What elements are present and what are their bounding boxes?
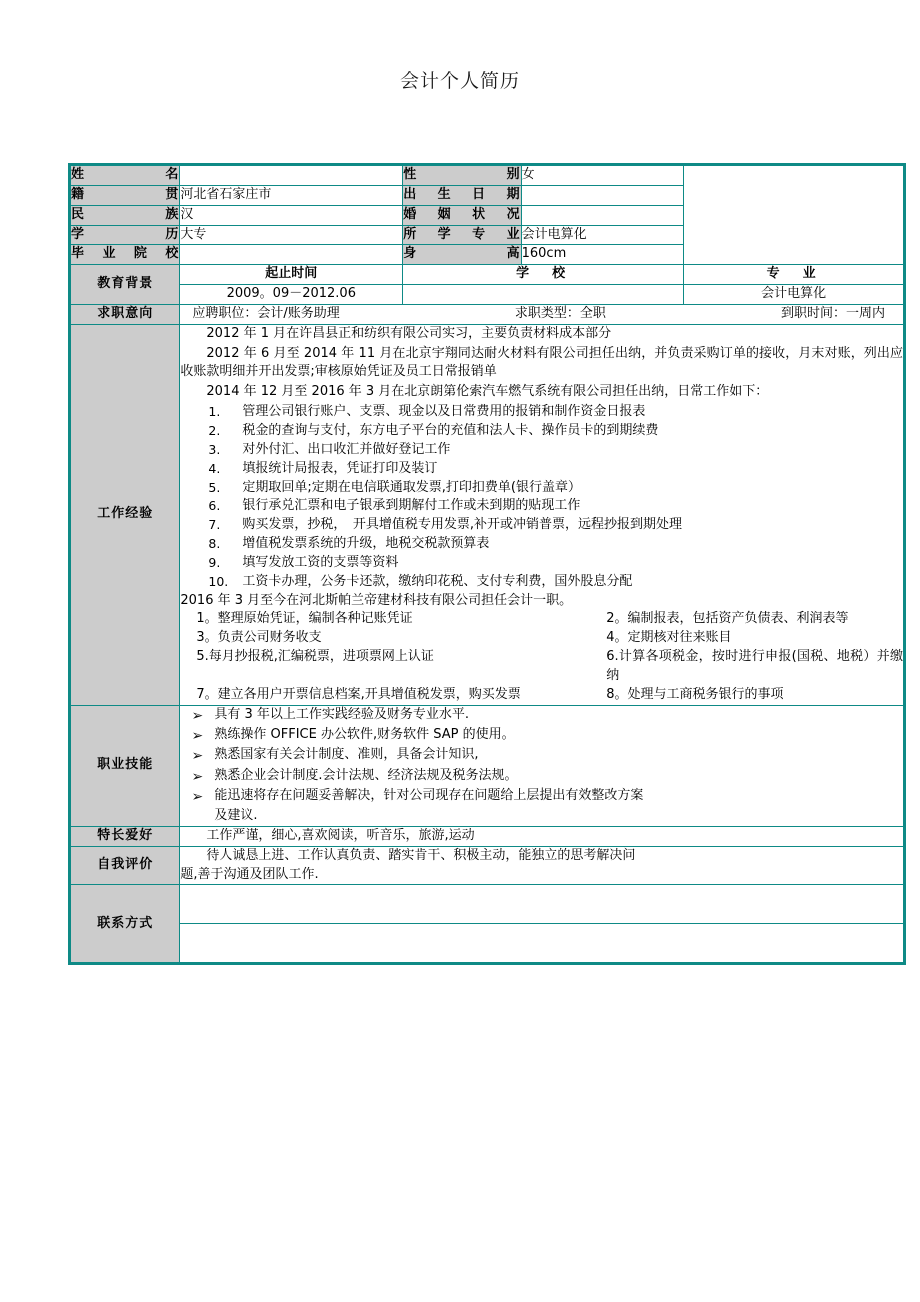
label-contact: 联系方式	[70, 885, 180, 964]
label-education-background: 教育背景	[70, 265, 180, 305]
work-subitem-left: 5.每月抄报税,汇编税票，进项票网上认证	[196, 649, 434, 665]
list-item	[180, 441, 903, 460]
skill-item	[180, 746, 903, 766]
table-row-contact-line-2	[70, 924, 905, 964]
label-self-evaluation: 自我评价	[70, 846, 180, 885]
resume-table	[68, 163, 906, 965]
value-ethnicity[interactable]: 汉	[180, 205, 403, 225]
list-item-text: 定期取回单;定期在电信联通取发票,打印扣费单(银行盖章）	[242, 479, 581, 495]
education-header-major: 专 业	[684, 265, 905, 285]
table-row-name	[70, 165, 905, 186]
arrow-bullet-icon: ➢	[191, 727, 204, 744]
list-item	[180, 554, 903, 573]
table-row-professional-skills	[70, 705, 905, 826]
list-item-text: 填报统计局报表，凭证打印及装订	[242, 460, 438, 476]
list-item-number: 10.	[208, 573, 229, 589]
job-intention-type[interactable]: 求职类型：全职	[514, 305, 606, 321]
label-ethnicity: 民 族	[70, 205, 180, 225]
table-row-job-intention	[70, 304, 905, 324]
list-item	[180, 573, 903, 592]
education-period[interactable]: 2009。09－2012.06	[180, 285, 403, 305]
arrow-bullet-icon: ➢	[191, 748, 204, 765]
skill-item	[180, 726, 903, 746]
self-evaluation-line-1: 待人诚恳上进、工作认真负责、踏实肯干、积极主动，能独立的思考解决问	[206, 847, 636, 863]
list-item	[180, 422, 903, 441]
work-duty-list	[180, 403, 903, 591]
table-row-self-evaluation	[70, 846, 905, 885]
work-subitem-right: 6.计算各项税金，按时进行申报(国税、地税）并缴纳	[606, 649, 903, 683]
work-subitem-row	[180, 648, 903, 686]
skill-item-text: 熟练操作 OFFICE 办公软件,财务软件 SAP 的使用。	[214, 726, 515, 742]
value-graduated-school[interactable]	[180, 245, 403, 265]
value-birthdate[interactable]	[521, 185, 684, 205]
label-marital-status: 婚姻状况	[403, 205, 521, 225]
job-intention-availability[interactable]: 到职时间：一周内	[780, 305, 885, 321]
label-birthdate: 出生日期	[403, 185, 521, 205]
table-row-work-experience	[70, 324, 905, 705]
label-graduated-school: 毕业院校	[70, 245, 180, 265]
list-item-text: 工资卡办理，公务卡还款，缴纳印花税、支付专利费，国外股息分配	[242, 573, 633, 589]
work-subitem-row	[180, 610, 903, 629]
job-intention-position[interactable]: 应聘职位：会计/账务助理	[192, 305, 340, 321]
label-major: 所学专业	[403, 225, 521, 245]
table-row-education-header	[70, 265, 905, 285]
label-work-experience: 工作经验	[70, 324, 180, 705]
skill-item-text: 熟悉国家有关会计制度、准则，具备会计知识,	[214, 747, 479, 763]
work-subitem-right: 8。处理与工商税务银行的事项	[606, 686, 784, 702]
list-item-number: 3.	[208, 441, 221, 457]
label-job-intention: 求职意向	[70, 304, 180, 324]
work-subitem-left: 1。整理原始凭证，编制各种记账凭证	[196, 611, 413, 627]
work-subitem-right: 4。定期核对往来账目	[606, 630, 732, 646]
list-item-text: 对外付汇、出口收汇并做好登记工作	[242, 441, 451, 457]
hobbies-content[interactable]	[180, 826, 905, 846]
arrow-bullet-icon: ➢	[191, 788, 204, 805]
value-education-level[interactable]: 大专	[180, 225, 403, 245]
work-paragraph-4: 2016 年 3 月至今在河北斯帕兰帝建材科技有限公司担任会计一职。	[180, 592, 573, 608]
arrow-bullet-icon: ➢	[191, 768, 204, 785]
work-subitem-right: 2。编制报表，包括资产负债表、利润表等	[606, 611, 849, 627]
list-item-number: 8.	[208, 536, 221, 552]
work-subitem-left: 7。建立各用户开票信息档案,开具增值税发票，购买发票	[196, 686, 521, 702]
list-item-number: 7.	[208, 517, 221, 533]
list-item-text: 增值税发票系统的升级，地税交税款预算表	[242, 536, 490, 552]
label-hometown: 籍 贯	[70, 185, 180, 205]
skill-item	[180, 787, 903, 807]
list-item-number: 1.	[208, 404, 221, 420]
list-item	[180, 403, 903, 422]
work-paragraph-2: 2012 年 6 月至 2014 年 11 月在北京宇翔同达耐火材料有限公司担任出纳，并负责采购订单的接收，月末对账，列出应收账款明细并开出发票;审核原始凭证及员工日常报销单	[180, 345, 903, 380]
professional-skills-content	[180, 705, 905, 826]
skill-item	[180, 767, 903, 787]
list-item	[180, 535, 903, 554]
work-paragraph-1: 2012 年 1 月在许昌县正和纺织有限公司实习，主要负责材料成本部分	[206, 325, 612, 341]
self-evaluation-content[interactable]	[180, 846, 905, 885]
table-row-hobbies	[70, 826, 905, 846]
self-evaluation-line-2: 题,善于沟通及团队工作.	[180, 866, 319, 882]
job-intention-content	[180, 304, 905, 324]
page-title: 会计个人简历	[399, 70, 520, 92]
arrow-bullet-icon: ➢	[191, 707, 204, 724]
list-item-number: 4.	[208, 460, 221, 476]
list-item-text: 管理公司银行账户、支票、现金以及日常费用的报销和制作资金日报表	[242, 404, 646, 420]
photo-placeholder[interactable]	[684, 165, 905, 265]
work-subitem-row	[180, 629, 903, 648]
list-item-number: 9.	[208, 554, 221, 570]
value-hometown[interactable]: 河北省石家庄市	[180, 185, 403, 205]
list-item-number: 5.	[208, 479, 221, 495]
list-item-number: 2.	[208, 422, 221, 438]
skill-item-text: 能迅速将存在问题妥善解决，针对公司现存在问题给上层提出有效整改方案	[214, 787, 644, 803]
work-subitem-left: 3。负责公司财务收支	[196, 630, 322, 646]
list-item	[180, 497, 903, 516]
value-gender[interactable]: 女	[521, 165, 684, 186]
value-height[interactable]: 160cm	[521, 245, 684, 265]
work-subitem-row	[180, 686, 903, 705]
list-item-text: 税金的查询与支付，东方电子平台的充值和法人卡、操作员卡的到期续费	[242, 422, 659, 438]
list-item-text: 银行承兑汇票和电子银承到期解付工作或未到期的贴现工作	[242, 498, 581, 514]
list-item-text: 购买发票，抄税， 开具增值税专用发票,补开或冲销普票，远程抄报到期处理	[242, 517, 683, 533]
skill-item	[180, 706, 903, 726]
value-name[interactable]	[180, 165, 403, 186]
value-marital-status[interactable]	[521, 205, 684, 225]
label-gender: 性 别	[403, 165, 521, 186]
work-paragraph-3: 2014 年 12 月至 2016 年 3 月在北京朗第伦索汽车燃气系统有限公司担任出纳，日常工作如下：	[206, 384, 769, 400]
education-header-school: 学 校	[403, 265, 684, 285]
hobbies-text: 工作严谨，细心,喜欢阅读，听音乐，旅游,运动	[206, 827, 475, 843]
list-item	[180, 460, 903, 479]
contact-line-2[interactable]	[180, 924, 905, 964]
education-header-period: 起止时间	[180, 265, 403, 285]
education-school[interactable]	[403, 285, 684, 305]
education-major[interactable]: 会计电算化	[684, 285, 905, 305]
table-row-contact-line-1	[70, 885, 905, 924]
skill-item-text: 具有 3 年以上工作实践经验及财务专业水平.	[214, 706, 470, 722]
label-hobbies: 特长爱好	[70, 826, 180, 846]
label-name: 姓 名	[70, 165, 180, 186]
skill-item-text: 熟悉企业会计制度.会计法规、经济法规及税务法规。	[214, 767, 518, 783]
list-item-text: 填写发放工资的支票等资料	[242, 554, 399, 570]
work-experience-content	[180, 324, 905, 705]
list-item	[180, 479, 903, 498]
skill-item-continuation: 及建议.	[214, 808, 258, 824]
value-major[interactable]: 会计电算化	[521, 225, 684, 245]
label-height: 身 高	[403, 245, 521, 265]
list-item	[180, 516, 903, 535]
contact-line-1[interactable]	[180, 885, 905, 924]
list-item-number: 6.	[208, 498, 221, 514]
label-education-level: 学 历	[70, 225, 180, 245]
table-row-education-entry	[70, 285, 905, 305]
label-professional-skills: 职业技能	[70, 705, 180, 826]
